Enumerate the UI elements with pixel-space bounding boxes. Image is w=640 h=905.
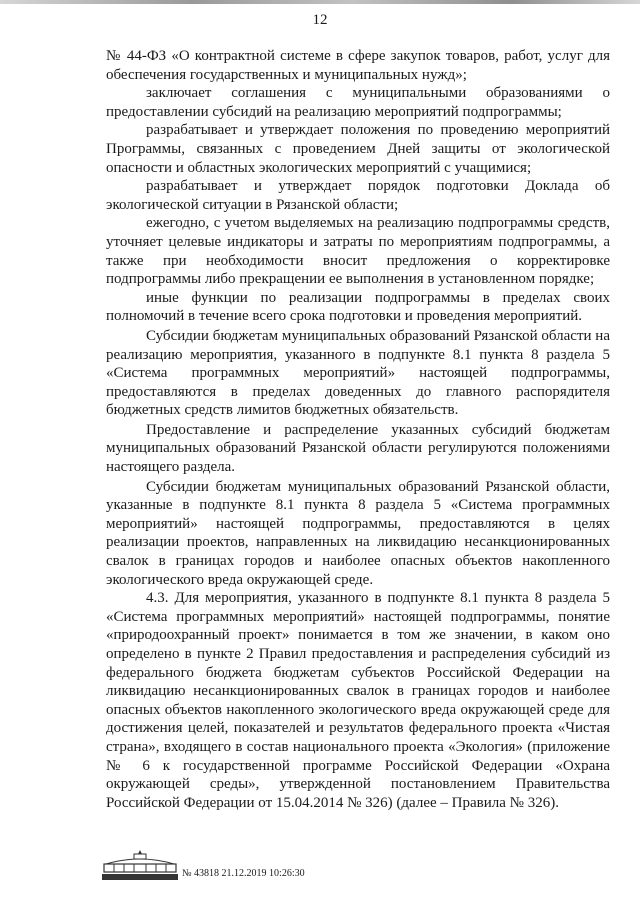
- document-registration-id: № 43818 21.12.2019 10:26:30: [182, 868, 305, 879]
- scan-top-edge: [0, 0, 640, 4]
- registry-stamp-icon: [100, 848, 180, 882]
- paragraph: 4.3. Для мероприятия, указанного в подпункте 8.1 пункта 8 раздела 5 «Система программных мероприятий» настоящей подпрограммы, понятие «природоохранный проект» понимается в том же значении, в каком оно определено в пункте 2 Правил предоставления и распределения субсидий из федерального бюджета бюджетам субъектов Российской Федерации на ликвидацию несанкционированных свалок в границах городов и наиболее опасных объектов накопленного экологического вреда окружающей среде для достижения целей, показателей и результатов федерального проекта «Чистая страна», входящего в состав национального проекта «Экология» (приложение № 6 к государственной программе Российской Федерации «Охрана окружающей среды», утвержденной постановлением Правительства Российской Федерации от 15.04.2014 № 326) (далее – Правила № 326).: [106, 590, 610, 811]
- paragraph: заключает соглашения с муниципальными образованиями о предоставлении субсидий на реализацию мероприятий подпрограммы;: [106, 85, 610, 120]
- paragraph: Предоставление и распределение указанных субсидий бюджетам муниципальных образований Рязанской области регулируются положениями настоящего раздела.: [106, 421, 610, 476]
- paragraph: разрабатывает и утверждает положения по проведению мероприятий Программы, связанных с проведением Дней защиты от экологической опасности и областных экологических мероприятий с учащимися;: [106, 122, 610, 176]
- paragraph: Субсидии бюджетам муниципальных образований Рязанской области на реализацию мероприятия, указанного в подпункте 8.1 пункта 8 раздела 5 «Система программных мероприятий» настоящей подпрограммы, предоставляются в пределах доведенных до главного распорядителя бюджетных средств лимитов бюджетных обязательств.: [106, 327, 610, 419]
- paragraph: № 44-ФЗ «О контрактной системе в сфере закупок товаров, работ, услуг для обеспечения государственных и муниципальных нужд»;: [106, 48, 610, 83]
- paragraph: Субсидии бюджетам муниципальных образований Рязанской области, указанные в подпункте 8.1 пункта 8 раздела 5 «Система программных мероприятий» настоящей подпрограммы, предоставляются в целях реализации проектов, направленных на ликвидацию несанкционированных свалок в границах городов и наиболее опасных объектов накопленного экологического вреда окружающей среде.: [106, 478, 610, 588]
- paragraph: ежегодно, с учетом выделяемых на реализацию подпрограммы средств, уточняет целевые индикаторы и затраты по мероприятиям подпрограммы, а также при необходимости вносит предложения о корректировке подпрограммы либо прекращении ее выполнения в установленном порядке;: [106, 215, 610, 288]
- paragraph: иные функции по реализации подпрограммы в пределах своих полномочий в течение всего срока подготовки и проведения мероприятий.: [106, 289, 610, 325]
- document-footer: [100, 848, 400, 888]
- document-body: [106, 47, 610, 812]
- page-number: 12: [312, 12, 328, 28]
- paragraph: разрабатывает и утверждает порядок подготовки Доклада об экологической ситуации в Рязанской области;: [106, 178, 610, 213]
